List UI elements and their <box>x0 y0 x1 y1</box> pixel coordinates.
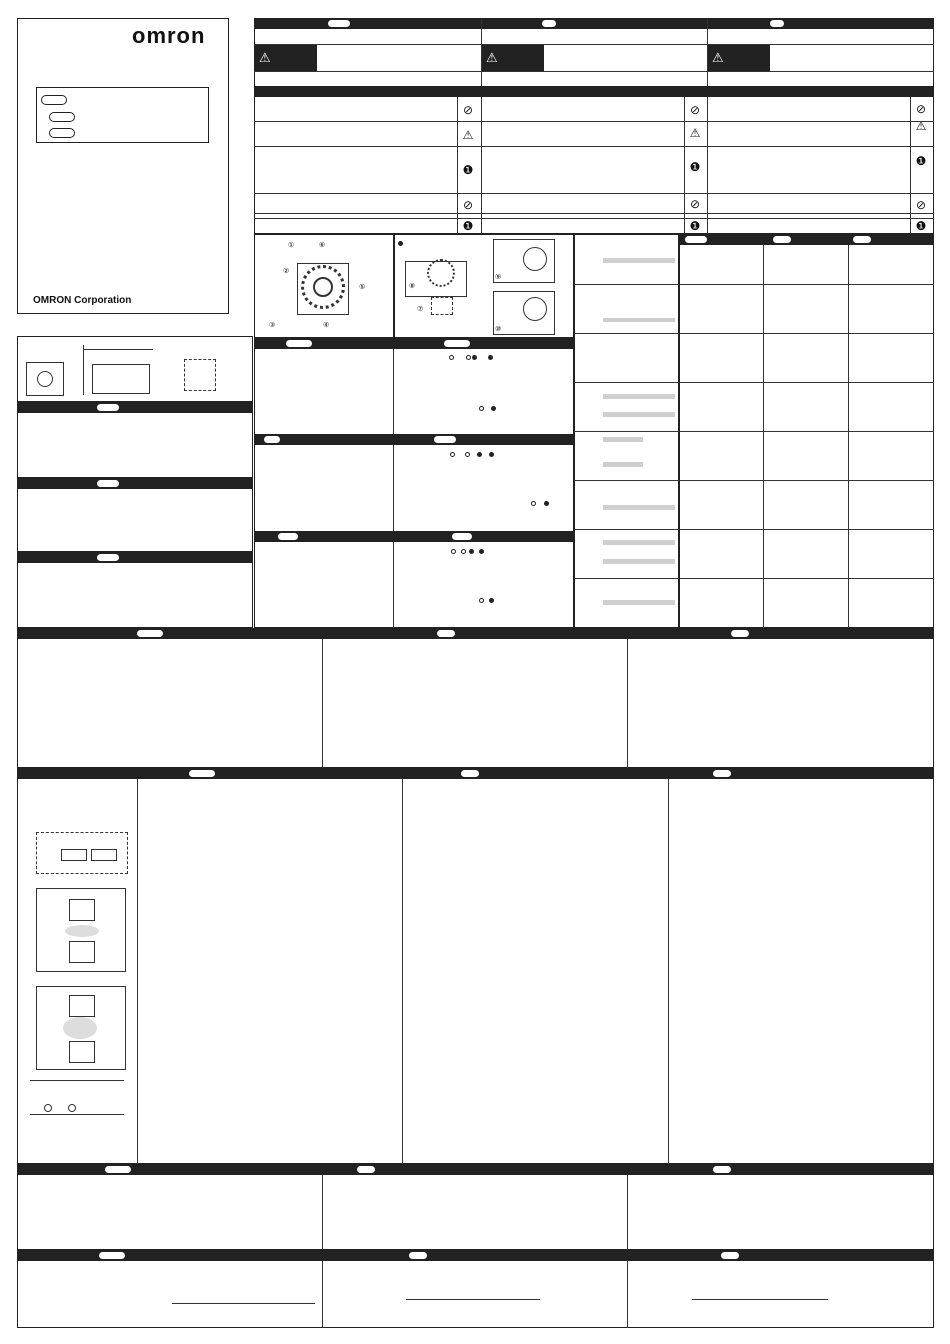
mandatory-icon: ❶ <box>689 160 701 174</box>
callout-9: ⑨ <box>495 274 502 281</box>
callout-7: ⑦ <box>417 306 424 313</box>
callout-8: ⑧ <box>409 283 416 290</box>
callout-6: ⑥ <box>319 242 326 249</box>
footer-header-bar <box>17 1164 934 1175</box>
settings-header-bar <box>254 531 574 542</box>
settings-panel <box>254 338 574 628</box>
prohibited-icon: ⊘ <box>689 103 701 117</box>
callout-4: ④ <box>323 322 330 329</box>
mandatory-icon: ❶ <box>462 163 474 177</box>
section-body <box>17 552 253 628</box>
language-oval-1 <box>41 95 67 105</box>
language-box <box>36 87 209 143</box>
dial-diagram-panel <box>254 234 394 338</box>
specs-panel <box>17 628 934 768</box>
panel-cutout-view <box>184 359 216 391</box>
callout-1: ① <box>288 242 295 249</box>
omron-logo: omron <box>132 23 206 48</box>
footer-header-bar <box>17 1250 934 1261</box>
circuit-diagram <box>36 888 126 972</box>
warning-triangle-icon: ⚠ <box>462 128 474 142</box>
disassembly-prohibited-icon: ⊘ <box>915 198 927 212</box>
company-name: OMRON Corporation <box>33 295 132 306</box>
footer-panel-2 <box>17 1250 934 1328</box>
front-view <box>26 362 64 396</box>
warning-label: ⚠ <box>708 45 770 71</box>
mandatory-icon: ❶ <box>915 154 927 168</box>
prohibited-icon: ⊘ <box>462 103 474 117</box>
mandatory-icon: ❶ <box>689 219 701 233</box>
footer-panel-1 <box>17 1164 934 1250</box>
wiring-diagram-panel <box>394 234 574 338</box>
warning-label: ⚠ <box>255 45 317 71</box>
safety-header-bar <box>254 18 934 29</box>
cover-panel <box>17 18 229 314</box>
safety-panel <box>254 18 934 234</box>
dimensions-panel <box>17 336 253 402</box>
circuit-diagram <box>36 986 126 1070</box>
settings-header-bar <box>254 434 574 445</box>
circuit-diagram <box>36 832 128 874</box>
language-oval-2 <box>49 112 75 122</box>
disassembly-prohibited-icon: ⊘ <box>689 197 701 211</box>
mandatory-icon: ❶ <box>462 219 474 233</box>
connections-panel <box>17 768 934 1164</box>
warning-triangle-icon: ⚠ <box>915 119 927 133</box>
section-body <box>17 402 253 478</box>
prohibited-icon: ⊘ <box>915 102 927 116</box>
warning-label: ⚠ <box>482 45 544 71</box>
callout-2: ② <box>283 268 290 275</box>
callout-5: ⑤ <box>359 284 366 291</box>
warning-triangle-icon: ⚠ <box>689 126 701 140</box>
mandatory-icon: ❶ <box>915 219 927 233</box>
callout-10: ⑩ <box>495 326 502 333</box>
specs-header-bar <box>17 628 934 639</box>
settings-header-bar <box>254 338 574 349</box>
section-body <box>17 478 253 552</box>
callout-3: ③ <box>269 322 276 329</box>
mode-table-header <box>679 234 934 245</box>
caution-header-bar <box>254 86 934 97</box>
disassembly-prohibited-icon: ⊘ <box>462 198 474 212</box>
language-oval-3 <box>49 128 75 138</box>
side-view <box>92 364 150 394</box>
connections-header-bar <box>17 768 934 779</box>
